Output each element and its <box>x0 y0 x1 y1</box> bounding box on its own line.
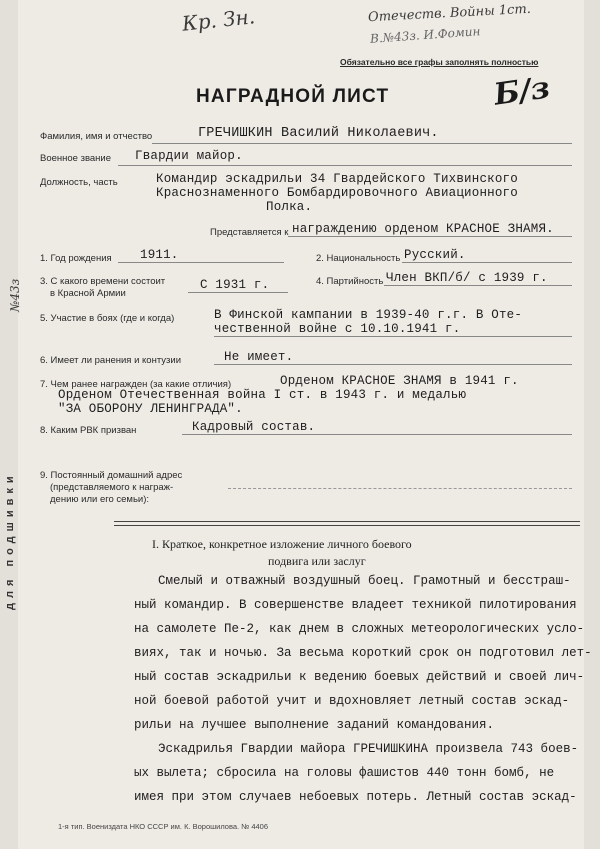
body-line: рильи на лучшее выполнение заданий командования. <box>134 718 495 732</box>
body-line: Эскадрилья Гвардии майора ГРЕЧИШКИНА произвела 743 боев- <box>158 742 579 756</box>
rvk-value: Кадровый состав. <box>192 420 316 434</box>
wounds-value: Не имеет. <box>224 350 294 364</box>
handwritten-note-award: Отечеств. Войны 1ст. <box>367 1 532 26</box>
position-label: Должность, часть <box>40 177 118 188</box>
name-label: Фамилия, имя и отчество <box>40 131 153 142</box>
section-heading-line-1: I. Краткое, конкретное изложение личного боевого <box>152 537 412 551</box>
handwritten-note-number: В.№43з. И.Фомин <box>369 24 481 46</box>
name-value: ГРЕЧИШКИН Василий Николаевич. <box>198 126 439 141</box>
body-line: виях, так и ночью. За весьма короткий срок он подготовил лет- <box>134 646 592 660</box>
party-value: Член ВКП/б/ с 1939 г. <box>386 271 548 285</box>
birth-year-label: 1. Год рождения <box>40 253 112 264</box>
awards-value-line-1: Орденом КРАСНОЕ ЗНАМЯ в 1941 г. <box>280 374 519 388</box>
handwritten-side-number: №43з <box>8 278 22 312</box>
awards-value-line-2: Орденом Отечественная война I ст. в 1943 г. и медалью <box>58 388 467 402</box>
awards-value-line-3: "ЗА ОБОРОНУ ЛЕНИНГРАДА". <box>58 402 243 416</box>
body-line: ых вылета; сбросила на головы фашистов 440 тонн бомб, не <box>134 766 555 780</box>
service-label-line-2: в Красной Армии <box>50 288 126 299</box>
nationality-value: Русский. <box>404 248 466 262</box>
page-title: НАГРАДНОЙ ЛИСТ <box>196 86 390 107</box>
address-label-line-3: дению или его семьи): <box>50 494 150 505</box>
body-line: ный состав эскадрильи к ведению боевых действий и своей лич- <box>134 670 585 684</box>
service-value: С 1931 г. <box>200 278 270 292</box>
rvk-label: 8. Каким РВК призван <box>40 425 137 436</box>
address-label-line-1: 9. Постоянный домашний адрес <box>40 470 183 481</box>
body-line: ной боевой работой учит и вдохновляет летный состав эскад- <box>134 694 570 708</box>
address-label-line-2: (представляемого к награж- <box>50 482 174 493</box>
handwritten-check-mark: Б/з <box>491 70 552 113</box>
presented-label: Представляется к <box>210 227 289 238</box>
body-line: имея при этом случаев небоевых потерь. Летный состав эскад- <box>134 790 577 804</box>
rank-label: Военное звание <box>40 153 112 164</box>
award-sheet <box>4 0 592 849</box>
presented-value: награждению орденом КРАСНОЕ ЗНАМЯ. <box>292 222 554 236</box>
printer-footer: 1-я тип. Воениздата НКО СССР им. К. Ворошилова. № 4406 <box>58 822 269 831</box>
position-value-line-1: Командир эскадрильи 34 Гвардейского Тихвинского <box>156 172 518 186</box>
rank-value: Гвардии майор. <box>135 149 243 163</box>
body-line: Смелый и отважный воздушный боец. Грамотный и бесстраш- <box>158 574 571 588</box>
body-line: ный командир. В совершенстве владеет техникой пилотирования <box>134 598 577 612</box>
body-line: на самолете Пе-2, как днем в сложных метеорологических усло- <box>134 622 585 636</box>
battles-value-line-2: чественной войне с 10.10.1941 г. <box>214 322 461 336</box>
section-heading-line-2: подвига или заслуг <box>268 554 366 568</box>
position-value-line-3: Полка. <box>266 200 313 214</box>
party-label: 4. Партийность <box>316 276 384 287</box>
battles-value-line-1: В Финской кампании в 1939-40 г.г. В Оте- <box>214 308 523 322</box>
wounds-label: 6. Имеет ли ранения и контузии <box>40 355 182 366</box>
handwritten-award-type: Кр. Зн. <box>180 4 257 36</box>
binding-margin-label: для подшивки <box>4 471 16 610</box>
birth-year-value: 1911. <box>140 248 179 262</box>
awards-label: 7. Чем ранее награжден (за какие отличия) <box>40 379 232 390</box>
position-value-line-2: Краснознаменного Бомбардировочного Авиационного <box>156 186 518 200</box>
battles-label: 5. Участие в боях (где и когда) <box>40 313 175 324</box>
nationality-label: 2. Национальность <box>316 253 401 264</box>
fill-notice: Обязательно все графы заполнять полностью <box>340 57 539 67</box>
service-label-line-1: 3. С какого времени состоит <box>40 276 166 287</box>
